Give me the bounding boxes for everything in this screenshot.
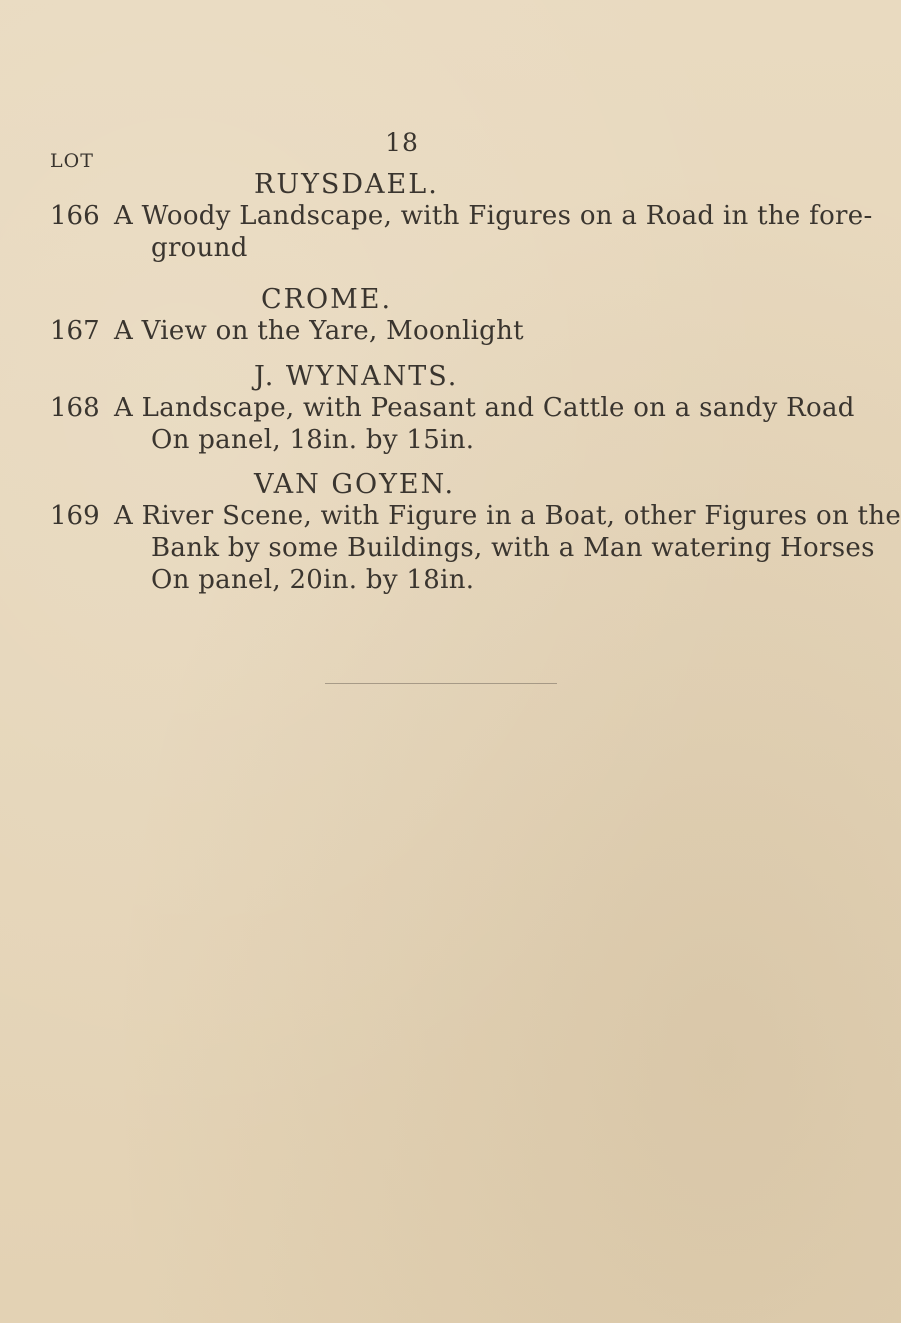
artist-name: VAN GOYEN. xyxy=(254,469,456,500)
lot-entry xyxy=(50,169,873,264)
description-line: ground xyxy=(151,233,248,263)
lot-description xyxy=(114,500,901,596)
artist-name: J. WYNANTS. xyxy=(254,361,459,392)
lot-entry xyxy=(50,285,770,347)
page-number: 18 xyxy=(385,128,419,157)
description-line: Bank by some Buildings, with a Man watering Horses xyxy=(151,533,875,563)
artist-name: CROME. xyxy=(261,284,393,315)
lot-description xyxy=(114,200,873,264)
lot-number: 166 xyxy=(50,201,100,231)
description-line: A View on the Yare, Moonlight xyxy=(114,316,524,346)
description-line: A Woody Landscape, with Figures on a Road in the fore- xyxy=(114,201,873,231)
lot-number: 168 xyxy=(50,393,100,423)
section-divider xyxy=(325,683,557,684)
artist-name: RUYSDAEL. xyxy=(254,169,439,200)
lot-entry xyxy=(50,469,901,596)
lot-number: 167 xyxy=(50,316,100,346)
lot-description xyxy=(114,315,770,347)
description-line: On panel, 18in. by 15in. xyxy=(151,425,475,455)
description-line: A River Scene, with Figure in a Boat, other Figures on the xyxy=(114,501,901,531)
lot-entry xyxy=(50,361,855,456)
lot-number: 169 xyxy=(50,501,100,531)
description-line: A Landscape, with Peasant and Cattle on a sandy Road xyxy=(114,393,855,423)
lot-description xyxy=(114,392,855,456)
lot-column-header: LOT xyxy=(50,150,94,172)
description-line: On panel, 20in. by 18in. xyxy=(151,565,475,595)
